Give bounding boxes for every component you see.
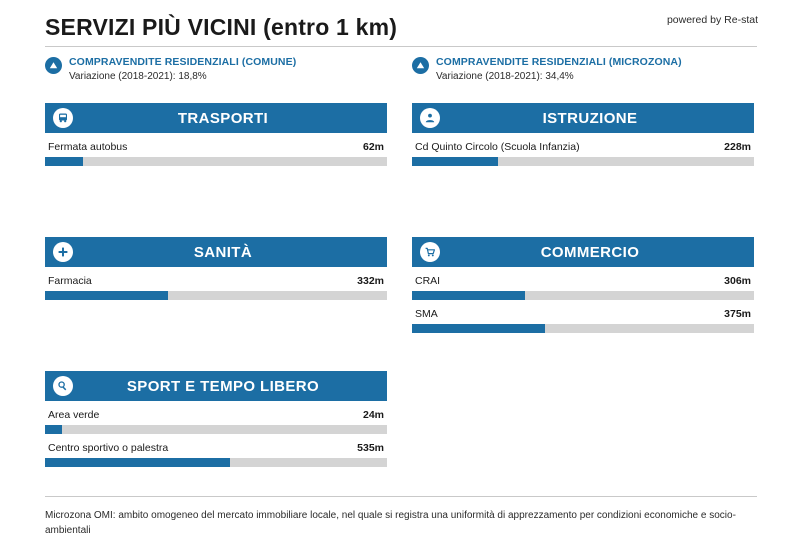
cart-icon (420, 242, 440, 262)
card-title: SANITÀ (193, 243, 253, 261)
page-header (0, 0, 800, 48)
up-arrow-icon (412, 57, 429, 74)
card-header (45, 103, 387, 133)
bar-fill (45, 291, 168, 300)
health-icon (53, 242, 73, 262)
list-item (412, 308, 754, 333)
bar-track (45, 458, 387, 467)
card-trasporti (45, 103, 387, 166)
card-title: TRASPORTI (177, 109, 269, 127)
card-title: COMMERCIO (540, 243, 640, 261)
bar-fill (412, 291, 525, 300)
item-value: 332m (357, 275, 384, 287)
stat-title: COMPRAVENDITE RESIDENZIALI (MICROZONA) (436, 56, 682, 68)
bar-fill (412, 324, 545, 333)
card-header (45, 371, 387, 401)
card-header (45, 237, 387, 267)
card-sanita (45, 237, 387, 300)
stat-microzona (412, 55, 772, 89)
list-item (45, 141, 387, 166)
stat-subtitle: Variazione (2018-2021): 34,4% (436, 71, 574, 82)
card-header (412, 103, 754, 133)
list-item (45, 442, 387, 467)
bar-fill (45, 425, 62, 434)
up-arrow-icon (45, 57, 62, 74)
list-item (45, 275, 387, 300)
card-sport (45, 371, 387, 467)
footnote: Microzona OMI: ambito omogeneo del mercato immobiliare locale, nel quale si registra una uniformità di apprezzamento per condizioni economiche e socio-ambientali (45, 510, 736, 536)
card-istruzione (412, 103, 754, 166)
bar-track (45, 157, 387, 166)
card-commercio (412, 237, 754, 333)
bar-track (45, 425, 387, 434)
item-label: Area verde (48, 409, 100, 421)
list-item (412, 141, 754, 166)
item-label: Centro sportivo o palestra (48, 442, 169, 454)
item-value: 535m (357, 442, 384, 454)
bar-track (412, 324, 754, 333)
item-label: Fermata autobus (48, 141, 128, 153)
item-value: 24m (362, 409, 384, 421)
item-label: Cd Quinto Circolo (Scuola Infanzia) (415, 141, 580, 153)
sport-icon (53, 376, 73, 396)
item-label: SMA (415, 308, 438, 320)
stat-title: COMPRAVENDITE RESIDENZIALI (COMUNE) (69, 56, 297, 68)
item-value: 228m (724, 141, 751, 153)
powered-by-label: powered by Re-stat (666, 14, 758, 26)
item-value: 306m (724, 275, 751, 287)
stat-comune (45, 55, 405, 89)
bus-icon (53, 108, 73, 128)
list-item (412, 275, 754, 300)
header-divider (45, 46, 757, 47)
card-title: SPORT E TEMPO LIBERO (126, 377, 320, 395)
bar-track (412, 291, 754, 300)
bar-fill (45, 157, 83, 166)
item-label: CRAI (415, 275, 441, 287)
item-value: 62m (362, 141, 384, 153)
bar-fill (412, 157, 498, 166)
page-title: SERVIZI PIÙ VICINI (entro 1 km) (45, 14, 398, 40)
card-title: ISTRUZIONE (542, 109, 638, 127)
bar-track (412, 157, 754, 166)
bar-fill (45, 458, 230, 467)
school-icon (420, 108, 440, 128)
item-label: Farmacia (48, 275, 92, 287)
item-value: 375m (724, 308, 751, 320)
stat-subtitle: Variazione (2018-2021): 18,8% (69, 71, 207, 82)
footer-divider (45, 496, 757, 497)
card-header (412, 237, 754, 267)
bar-track (45, 291, 387, 300)
list-item (45, 409, 387, 434)
